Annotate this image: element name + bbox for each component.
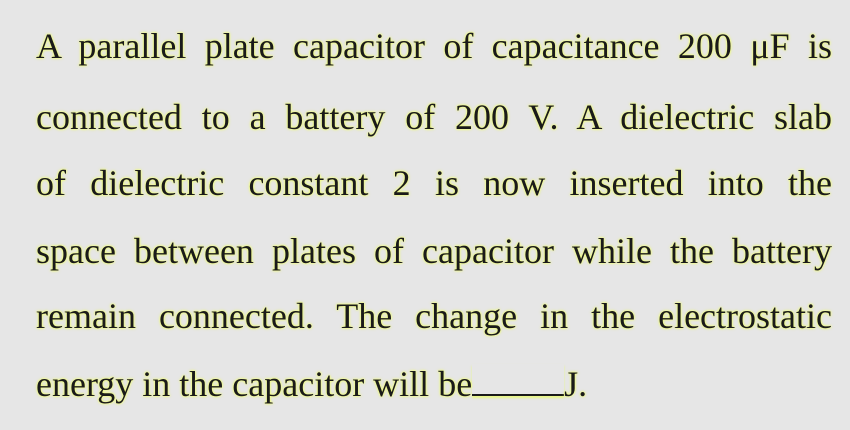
question-line-6 [36, 362, 587, 406]
question-line-4: space between plates of capacitor while the battery [36, 231, 832, 271]
question-line-5: remain connected. The change in the electrostatic [36, 296, 832, 336]
question-line-6-unit: J. [564, 364, 588, 404]
answer-blank [472, 364, 564, 396]
question-line-2: connected to a battery of 200 V. A dielectric slab [36, 97, 832, 137]
question-line-6-text: energy in the capacitor will be [36, 364, 473, 404]
question-line-3: of dielectric constant 2 is now inserted into the [36, 163, 832, 203]
question-line-1: A parallel plate capacitor of capacitance 200 μF is [36, 26, 832, 66]
